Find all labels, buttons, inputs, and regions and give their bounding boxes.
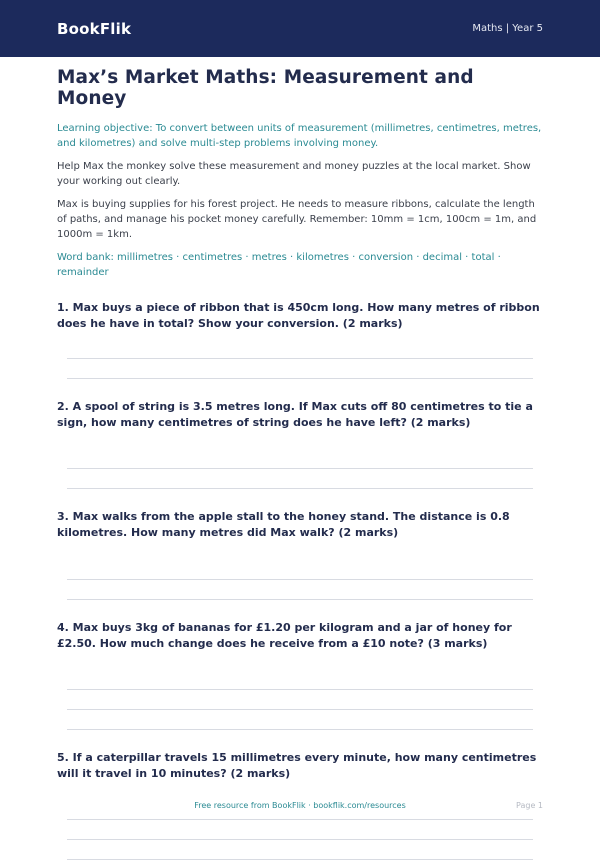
question-text: 2. A spool of string is 3.5 metres long. If Max cuts off 80 centimetres to tie a sign, how many centimetres of string does he have left? (2 marks) [57, 400, 533, 429]
answer-area[interactable] [67, 358, 533, 379]
answer-line[interactable] [67, 488, 533, 489]
question-1 [57, 300, 543, 379]
page-header [0, 0, 600, 57]
page-footer [57, 801, 543, 810]
word-bank: Word bank: millimetres · centimetres · metres · kilometres · conversion · decimal · total · remainder [57, 252, 501, 278]
subject-year: Maths | Year 5 [472, 23, 543, 34]
question-text: 3. Max walks from the apple stall to the honey stand. The distance is 0.8 kilometres. How many metres did Max walk? (2 marks) [57, 510, 510, 539]
page-number: Page 1 [516, 801, 543, 810]
answer-line[interactable] [67, 819, 533, 820]
answer-line[interactable] [67, 709, 533, 710]
answer-line[interactable] [67, 599, 533, 600]
answer-line[interactable] [67, 378, 533, 379]
question-text: 5. If a caterpillar travels 15 millimetres every minute, how many centimetres will it travel in 10 minutes? (2 marks) [57, 751, 537, 780]
answer-area[interactable] [67, 468, 533, 489]
context-text: Max is buying supplies for his forest project. He needs to measure ribbons, calculate the length of paths, and manage his pocket money carefully. Remember: 10mm = 1cm, 100cm = 1m, and 1000m = 1km. [57, 199, 537, 240]
brand-logo[interactable]: BookFlik [57, 19, 132, 38]
question-text: 1. Max buys a piece of ribbon that is 450cm long. How many metres of ribbon does he have in total? Show your conversion. (2 marks) [57, 301, 540, 330]
answer-line[interactable] [67, 839, 533, 840]
answer-line[interactable] [67, 358, 533, 359]
answer-line[interactable] [67, 468, 533, 469]
intro-text: Help Max the monkey solve these measurement and money puzzles at the local market. Show your working out clearly. [57, 161, 531, 187]
question-4 [57, 620, 543, 730]
answer-area[interactable] [67, 689, 533, 730]
worksheet-title: Max’s Market Maths: Measurement and Money [57, 67, 474, 109]
question-2 [57, 399, 543, 489]
answer-line[interactable] [67, 689, 533, 690]
answer-line[interactable] [67, 729, 533, 730]
question-3 [57, 509, 543, 600]
answer-line[interactable] [67, 579, 533, 580]
answer-area[interactable] [67, 819, 533, 860]
resource-credit-link[interactable]: Free resource from BookFlik · bookflik.com/resources [194, 801, 406, 810]
worksheet-content [0, 57, 600, 860]
question-text: 4. Max buys 3kg of bananas for £1.20 per kilogram and a jar of honey for £2.50. How much change does he receive from a £10 note? (3 marks) [57, 621, 512, 650]
answer-area[interactable] [67, 579, 533, 600]
learning-objective: Learning objective: To convert between units of measurement (millimetres, centimetres, metres, and kilometres) and solve multi-step problems involving money. [57, 123, 542, 149]
